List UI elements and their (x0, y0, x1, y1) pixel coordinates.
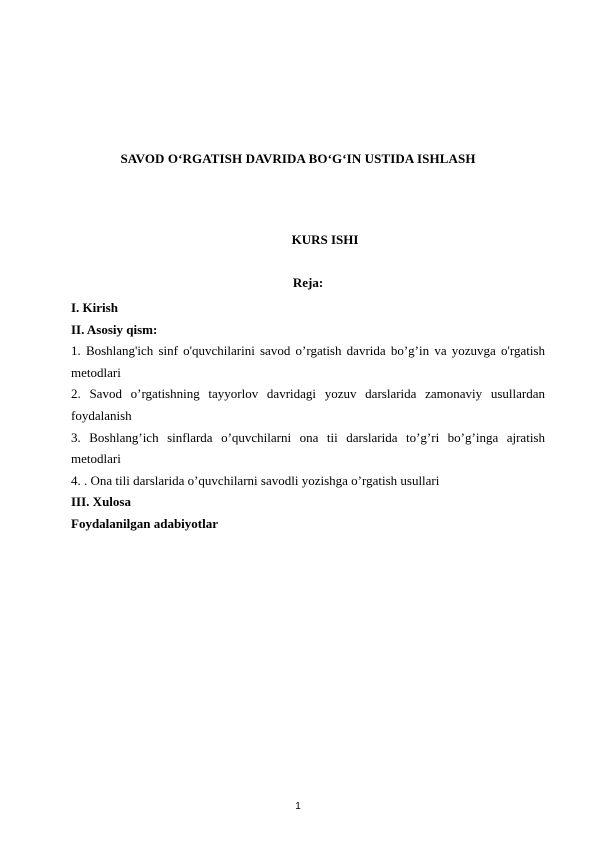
outline-item-conclusion: III. Xulosa (71, 494, 131, 510)
page-number: 1 (295, 801, 301, 812)
outline-item-2: 2. Savod o’rgatishning tayyorlov davridagi yozuv darslarida zamonaviy usullardan foydalanish (71, 386, 545, 423)
plan-heading: Reja: (292, 275, 324, 290)
outline-item-3: 3. Boshlang’ich sinflarda o’quvchilarni ona tii darslarida to’g’ri bo’g’inga ajratish metodlari (71, 429, 545, 467)
outline-item-main-part: II. Asosiy qism: (71, 321, 158, 337)
outline-item-1: 1. Boshlang'ich sinf o'quvchilarini savod o’rgatish davrida bo’g’in va yozuvga o'rgatish metodlari (71, 343, 545, 380)
outline-item-references: Foydalanilgan adabiyotlar (71, 515, 218, 531)
outline-item-4: 4. . Ona tili darslarida o’quvchilarni savodli yozishga o’rgatish usullari (71, 472, 440, 488)
document-title: SAVOD O‘RGATISH DAVRIDA BO‘G‘IN USTIDA ISHLASH (120, 151, 476, 166)
document-subtitle: KURS ISHI (291, 232, 359, 247)
outline-item-introduction: I. Kirish (71, 300, 118, 315)
plan-outline (71, 297, 545, 535)
